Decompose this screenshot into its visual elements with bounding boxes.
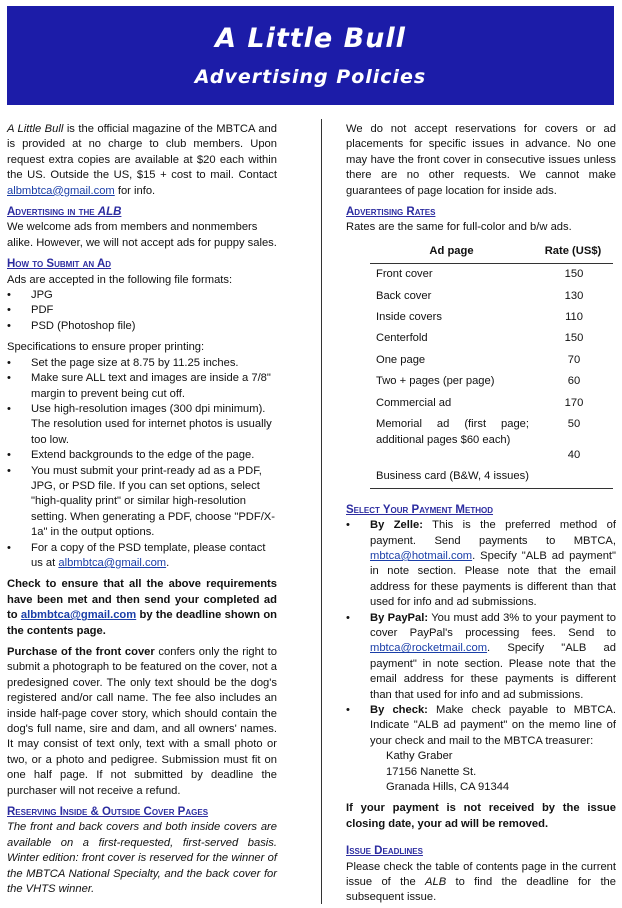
zelle-email-link[interactable]: mbtca@hotmail.com	[370, 549, 473, 562]
list-item: • By Zelle: This is the preferred method of payment. Send payments to MBTCA, mbtca@hotmail.com. Specify "ALB ad payment" in note section. Please note that the email address for these payments is different than that used for info and ad submissions.	[346, 518, 616, 610]
right-column	[346, 122, 616, 906]
title-banner	[7, 6, 614, 105]
col-header-rate: Rate (US$)	[533, 242, 613, 264]
list-item: • Make sure ALL text and images are inside a 7/8" margin to prevent being cut off.	[7, 371, 277, 402]
list-item: • By PayPal: You must add 3% to your payment to cover PayPal's processing fees. Send to mbtca@rocketmail.com. Specify "ALB ad payment" in note section. Please note that the email address for these payments is different than that used for info and ad submissions.	[346, 611, 616, 703]
left-column	[7, 122, 277, 898]
table-row: Inside covers 110	[376, 311, 583, 324]
payment-closing-note: If your payment is not received by the issue closing date, your ad will be removed.	[346, 802, 616, 830]
reserving-heading: Reserving Inside & Outside Cover Pages	[7, 806, 209, 819]
deadlines-heading: Issue Deadlines	[346, 845, 423, 858]
list-item: • PSD (Photoshop file)	[7, 319, 277, 334]
col-header-page: Ad page	[370, 242, 533, 264]
table-row: One page 70	[376, 353, 581, 366]
rates-table	[370, 242, 613, 489]
table-row: Back cover 130	[376, 289, 584, 302]
formats-list	[7, 288, 277, 334]
table-row: Memorial ad (first page; additional pages $60 each) 50 40	[376, 418, 581, 461]
deadlines-text: Please check the table of contents page in the current issue of the ALB to find the deadline for the subsequent issue.	[346, 860, 617, 904]
payment-list	[346, 518, 616, 749]
list-item: • PDF	[7, 303, 277, 318]
table-row: Centerfold 150	[376, 332, 584, 345]
check-requirements: Check to ensure that all the above requirements have been met and then send your completed ad to albmbtca@gmail.com by the deadline shown on the contents page.	[7, 578, 277, 637]
list-item: • Extend backgrounds to the edge of the page.	[7, 448, 277, 463]
table-row: Business card (B&W, 4 issues)	[370, 466, 613, 488]
contact-email-link[interactable]: albmbtca@gmail.com	[7, 184, 115, 197]
list-item: • Set the page size at 8.75 by 11.25 inches.	[7, 356, 277, 371]
page-subtitle: Advertising Policies	[194, 66, 427, 88]
table-row: Commercial ad 170	[376, 396, 584, 409]
specs-intro: Specifications to ensure proper printing:	[7, 341, 205, 354]
list-item: • Use high-resolution images (300 dpi minimum). The resolution used for internet photos is usually too low.	[7, 402, 277, 448]
list-item: • By check: Make check payable to MBTCA. Indicate "ALB ad payment" on the memo line of your check and mail to the MBTCA treasurer:	[346, 703, 616, 749]
table-row: Front cover 150	[376, 268, 584, 281]
list-item: • For a copy of the PSD template, please contact us at albmbtca@gmail.com.	[7, 541, 277, 572]
rates-intro: Rates are the same for full-color and b/w ads.	[346, 221, 572, 234]
column-divider	[321, 119, 322, 904]
advertising-text: We welcome ads from members and nonmembers alike. However, we will not accept ads for puppy sales.	[7, 221, 277, 249]
reserving-text: The front and back covers and both inside covers are available on a first-requested, first-served basis. Winter edition: front cover is reserved for the winner of the MBTCA National Specialty, and the back cover for the VHTS winner.	[7, 821, 277, 896]
paypal-email-link[interactable]: mbtca@rocketmail.com	[370, 642, 488, 655]
submit-heading: How to Submit an Ad	[7, 258, 112, 271]
reservations-text: We do not accept reservations for covers or ad placements for specific issues in advance. No one may have the front cover in consecutive issues unless there are no other requests. We cannot make guarantees of page location for inside ads.	[346, 123, 616, 197]
list-item: • You must submit your print-ready ad as a PDF, JPG, or PSD file. If you can set options, select "high-quality print" or similar high-resolution setting. When generating a PDF, choose "PDF/X-1a" in the output options.	[7, 464, 277, 541]
advertising-heading: Advertising in the ALB	[7, 206, 122, 219]
payment-heading: Select Your Payment Method	[346, 503, 494, 516]
intro-paragraph: A Little Bull is the official magazine of the MBTCA and is provided at no charge to club members. Upon request extra copies are available at $20 each within the US. Outside the US, $15 + cost to mail. Contact albmbtca@gmail.com for info.	[7, 123, 277, 197]
page-title: A Little Bull	[215, 23, 406, 54]
template-email-link[interactable]: albmbtca@gmail.com	[58, 556, 167, 569]
treasurer-address: Kathy Graber 17156 Nanette St. Granada Hills, CA 91344	[386, 750, 510, 794]
rates-heading: Advertising Rates	[346, 206, 436, 219]
formats-intro: Ads are accepted in the following file formats:	[7, 273, 233, 286]
submit-email-link[interactable]: albmbtca@gmail.com	[20, 609, 137, 622]
table-row: Two + pages (per page) 60	[376, 375, 581, 388]
front-cover-paragraph: Purchase of the front cover confers only the right to submit a photograph to be featured on the cover, not a predesigned cover. The only text should be the dog's registered and/or call name. The fee also includes an inside half-page cover story, which should contain the dog's full name, sire and dam, and all owners' names. It may consist of text only, text with a small photo or two, or a photo and pedigree. Submission must fit on one half page. If not submitted by deadline the purchaser will not receive a refund.	[7, 646, 277, 797]
list-item: • JPG	[7, 288, 277, 303]
specs-list	[7, 356, 277, 572]
